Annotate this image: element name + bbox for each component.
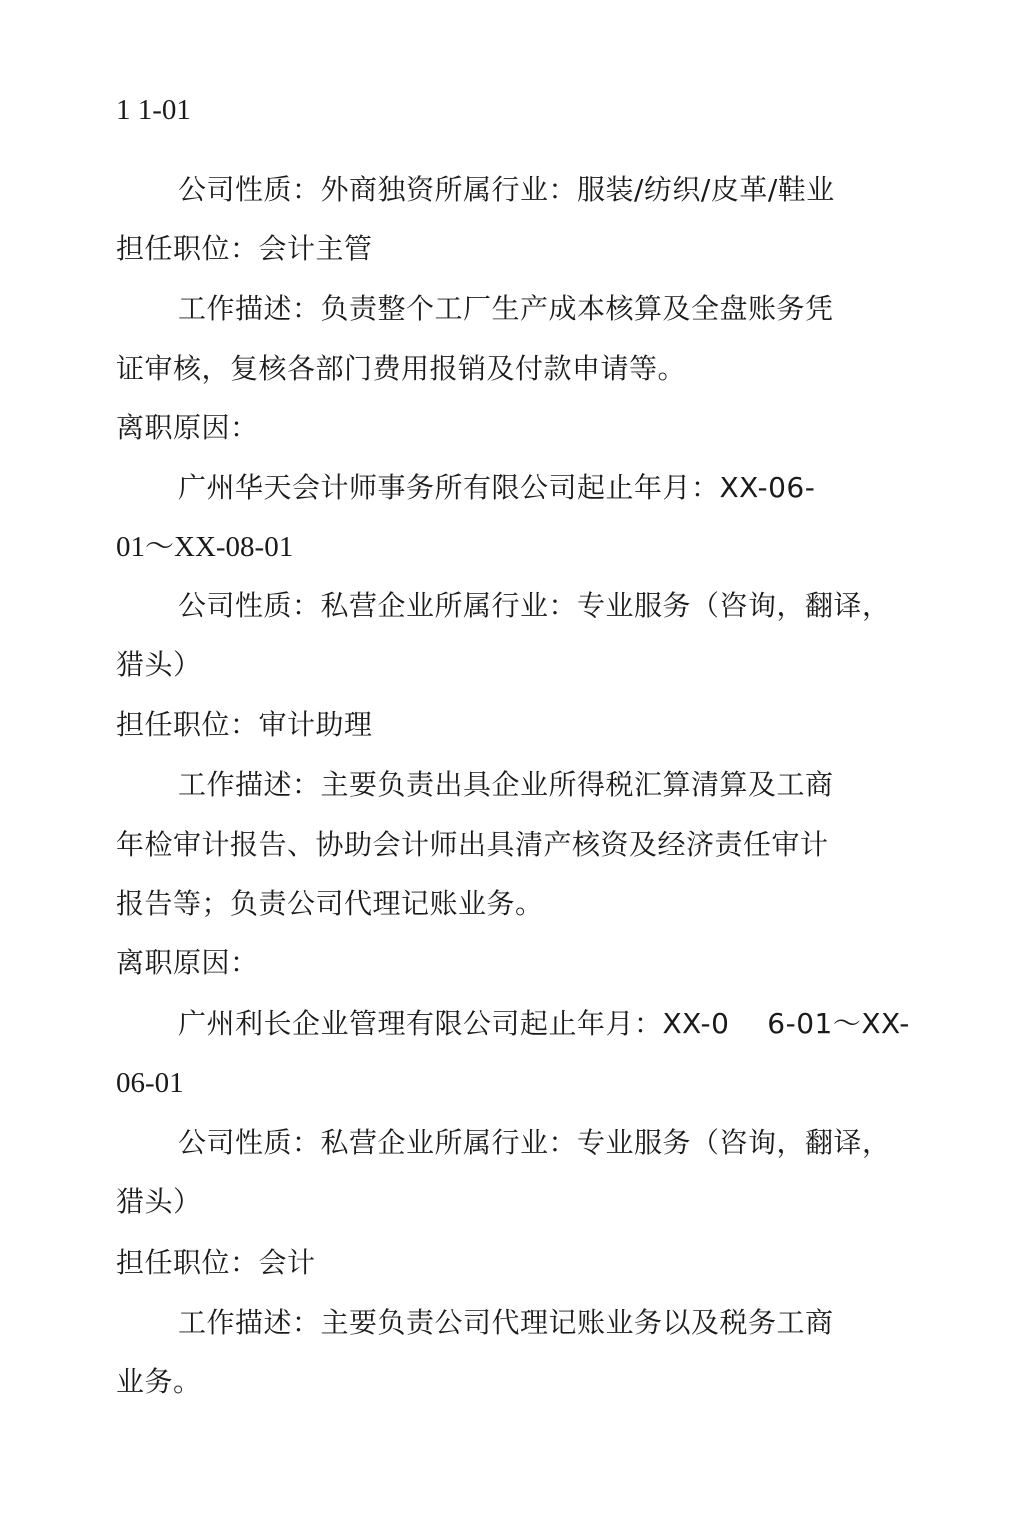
leaving-reason-line: 离职原因： xyxy=(116,411,259,444)
company-nature-line: 公司性质：私营企业所属行业：专业服务（咨询，翻译， xyxy=(178,1126,891,1159)
job-description-line: 报告等；负责公司代理记账业务。 xyxy=(116,887,544,920)
position-line: 担任职位：会计 xyxy=(116,1246,316,1279)
job-description-line: 证审核，复核各部门费用报销及付款申请等。 xyxy=(116,352,687,385)
company-nature-line: 公司性质：外商独资所属行业：服装/纺织/皮革/鞋业 xyxy=(178,173,835,206)
leaving-reason-line: 离职原因： xyxy=(116,946,259,979)
job-description-line: 年检审计报告、协助会计师出具清产核资及经济责任审计 xyxy=(116,828,829,861)
job-description-line: 工作描述：主要负责出具企业所得税汇算清算及工商 xyxy=(178,768,834,801)
employer-line: 广州华天会计师事务所有限公司起止年月：XX-06- xyxy=(178,471,816,504)
job-description-line: 工作描述：主要负责公司代理记账业务以及税务工商 xyxy=(178,1306,834,1339)
date-range-line: 01～XX-08-01 xyxy=(116,531,294,563)
employer-line: 广州利长企业管理有限公司起止年月：XX-0 6-01～XX- xyxy=(178,1007,910,1040)
job-description-line: 业务。 xyxy=(116,1365,202,1398)
position-line: 担任职位：审计助理 xyxy=(116,708,373,741)
date-range-line: 06-01 xyxy=(116,1067,184,1099)
position-line: 担任职位：会计主管 xyxy=(116,232,373,265)
date-line: 1 1-01 xyxy=(116,94,191,126)
company-nature-line: 公司性质：私营企业所属行业：专业服务（咨询，翻译， xyxy=(178,589,891,622)
company-nature-line: 猎头） xyxy=(116,648,202,681)
job-description-line: 工作描述：负责整个工厂生产成本核算及全盘账务凭 xyxy=(178,292,834,325)
company-nature-line: 猎头） xyxy=(116,1185,202,1218)
